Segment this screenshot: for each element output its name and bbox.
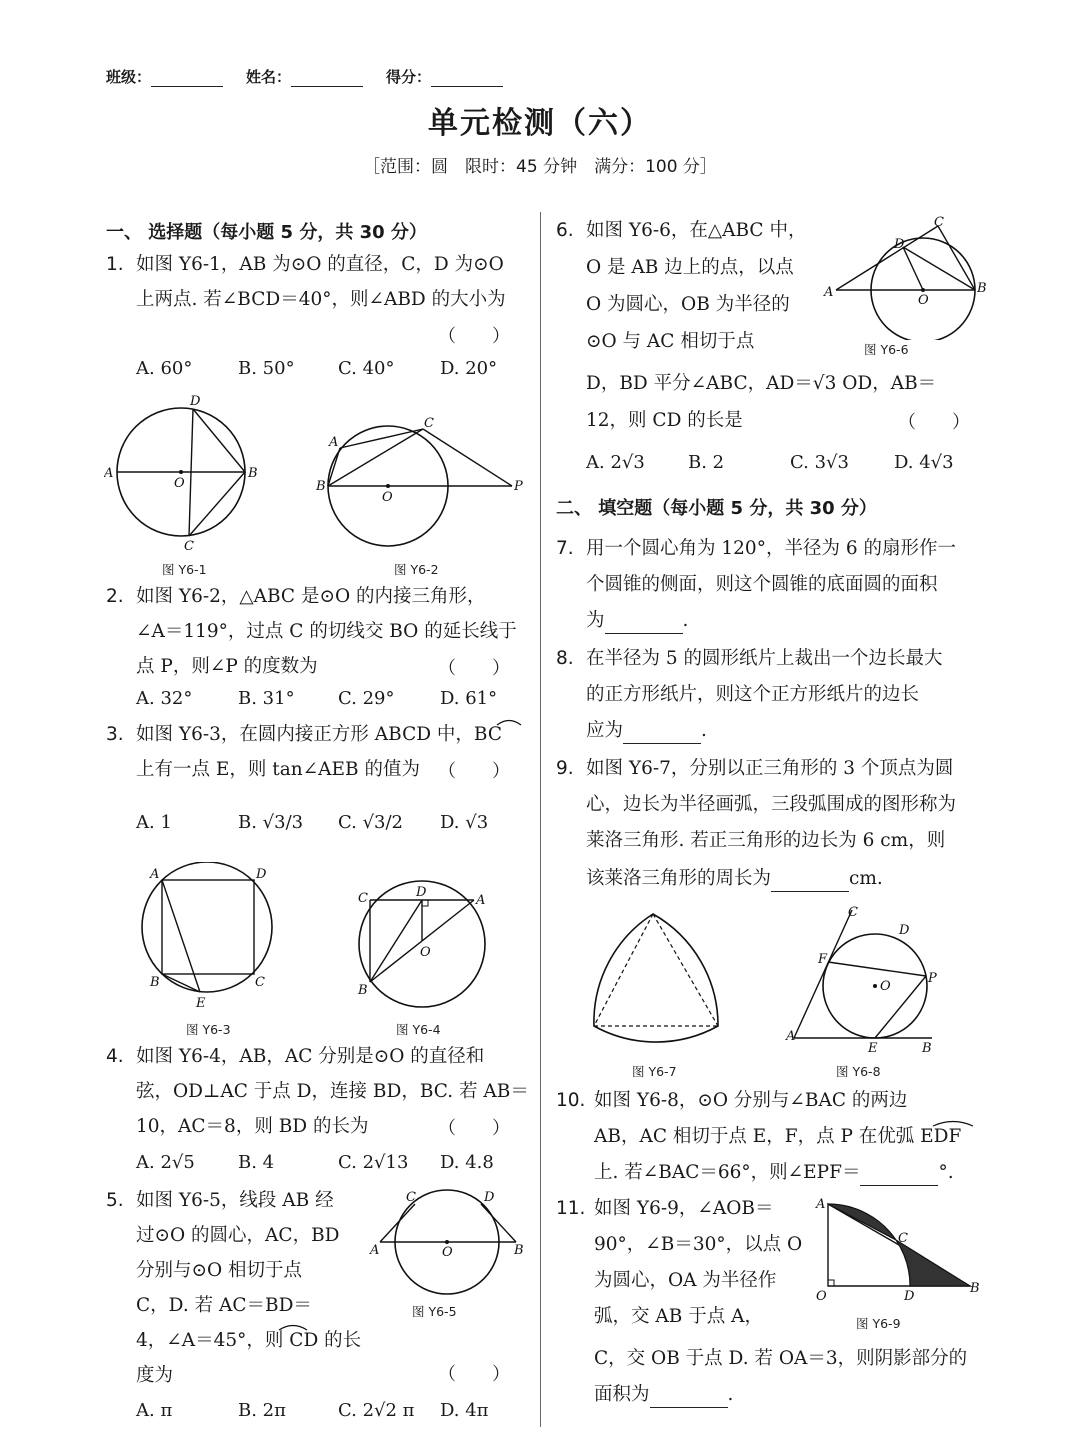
q3-option-a: A. 1: [136, 812, 172, 833]
fig4-caption: 图 Y6-4: [396, 1022, 441, 1037]
q4-line2: 弦，OD⊥AC 于点 D，连接 BD，BC. 若 AB＝: [136, 1081, 529, 1102]
q11-line6-text: 面积为: [594, 1384, 650, 1405]
svg-text:B: B: [922, 1041, 932, 1055]
q9-line4: [586, 866, 883, 892]
q2-line1: 如图 Y6-2，△ABC 是⊙O 的内接三角形，: [136, 586, 486, 607]
fig1-caption: 图 Y6-1: [162, 562, 207, 577]
q5-line1: 如图 Y6-5，线段 AB 经: [136, 1190, 334, 1211]
fig5-caption: 图 Y6-5: [412, 1304, 457, 1319]
q2-line3: 点 P，则∠P 的度数为: [136, 656, 318, 677]
score-blank[interactable]: [431, 68, 503, 87]
figure-y6-9: [812, 1192, 984, 1304]
fig8-caption: 图 Y6-8: [836, 1064, 881, 1079]
svg-text:A: A: [370, 1243, 380, 1258]
svg-text:O: O: [880, 979, 891, 994]
class-label: 班级：: [106, 68, 152, 86]
q6-line1: 如图 Y6-6，在△ABC 中，: [586, 220, 807, 241]
svg-text:D: D: [416, 885, 427, 900]
q4-option-b: B. 4: [238, 1152, 275, 1173]
q6-line6: 12，则 CD 的长是: [586, 410, 743, 431]
q2-option-a: A. 32°: [136, 688, 193, 709]
q11-line4: 弧，交 AB 于点 A，: [594, 1306, 763, 1327]
svg-text:C: C: [424, 416, 434, 431]
q10-answer-blank[interactable]: [860, 1165, 938, 1186]
svg-text:C: C: [358, 891, 368, 906]
q6-line5: D，BD 平分∠ABC，AD＝√3 OD，AB＝: [586, 373, 937, 394]
q5-line4: C，D. 若 AC＝BD＝: [136, 1295, 312, 1316]
section1-heading: 一、 选择题（每小题 5 分，共 30 分）: [106, 222, 427, 243]
q5-answer-paren[interactable]: （ ）: [438, 1364, 510, 1385]
q10-line2: AB，AC 相切于点 E，F，点 P 在优弧 EDF: [594, 1126, 962, 1147]
q5-option-c: C. 2√2 π: [338, 1400, 415, 1421]
q4-line3: 10，AC＝8，则 BD 的长为: [136, 1116, 369, 1137]
q7-line2: 个圆锥的侧面，则这个圆锥的底面圆的面积: [586, 574, 938, 595]
arc-mark-cd: [276, 1322, 310, 1332]
q1-answer-paren[interactable]: （ ）: [438, 326, 510, 347]
svg-text:E: E: [196, 996, 206, 1011]
svg-text:D: D: [190, 394, 201, 409]
q7-line3: [586, 608, 688, 634]
arc-mark: [494, 717, 524, 727]
q6-option-c: C. 3√3: [790, 452, 849, 473]
fig7-caption: 图 Y6-7: [632, 1064, 677, 1079]
q6-answer-paren[interactable]: （ ）: [898, 412, 970, 433]
svg-text:C: C: [848, 905, 858, 920]
figure-y6-2: [310, 410, 530, 560]
svg-text:O: O: [420, 945, 431, 960]
q8-line3: [586, 718, 707, 744]
svg-text:A: A: [476, 893, 486, 908]
q1-option-c: C. 40°: [338, 358, 395, 379]
score-field: [386, 66, 503, 87]
score-label: 得分：: [386, 68, 432, 86]
q8-answer-blank[interactable]: [623, 723, 701, 744]
q5-number: 5.: [106, 1190, 124, 1211]
q10-line3-text: 上. 若∠BAC＝66°，则∠EPF＝: [594, 1162, 861, 1183]
q6-number: 6.: [556, 220, 574, 241]
svg-text:O: O: [382, 490, 393, 505]
svg-text:C: C: [184, 539, 194, 554]
q5-line2: 过⊙O 的圆心，AC，BD: [136, 1225, 340, 1246]
q11-line6: [594, 1382, 733, 1408]
svg-text:A: A: [104, 466, 114, 481]
svg-text:A: A: [150, 867, 160, 882]
page-title: 单元检测（六）: [428, 106, 652, 141]
svg-text:F: F: [818, 952, 828, 967]
q3-option-c: C. √3/2: [338, 812, 404, 833]
q4-option-d: D. 4.8: [440, 1152, 494, 1173]
figure-y6-4: [350, 878, 510, 1013]
q11-end: .: [727, 1384, 734, 1405]
fig3-caption: 图 Y6-3: [186, 1022, 231, 1037]
q11-line1: 如图 Y6-9，∠AOB＝: [594, 1198, 774, 1219]
svg-text:O: O: [174, 476, 185, 491]
q8-line3-text: 应为: [586, 720, 624, 741]
q6-line3: O 为圆心，OB 为半径的: [586, 294, 790, 315]
figure-y6-6: [818, 212, 990, 340]
q4-option-a: A. 2√5: [136, 1152, 195, 1173]
q8-number: 8.: [556, 648, 574, 669]
q2-option-c: C. 29°: [338, 688, 395, 709]
class-blank[interactable]: [151, 68, 223, 87]
svg-text:C: C: [406, 1190, 416, 1205]
name-field: [246, 66, 363, 87]
fig2-caption: 图 Y6-2: [394, 562, 439, 577]
q2-option-d: D. 61°: [440, 688, 498, 709]
q3-line2: 上有一点 E，则 tan∠AEB 的值为: [136, 759, 420, 780]
svg-text:O: O: [918, 293, 929, 308]
q9-answer-blank[interactable]: [771, 871, 849, 892]
q5-line5: 4，∠A＝45°，则 CD 的长: [136, 1330, 362, 1351]
q11-line5: C，交 OB 于点 D. 若 OA＝3，则阴影部分的: [594, 1348, 968, 1369]
q7-line1: 用一个圆心角为 120°，半径为 6 的扇形作一: [586, 538, 956, 559]
q7-answer-blank[interactable]: [605, 613, 683, 634]
svg-text:B: B: [970, 1281, 980, 1296]
svg-text:B: B: [358, 983, 368, 998]
q8-end: .: [701, 720, 707, 741]
figure-y6-5: [368, 1186, 528, 1296]
svg-text:B: B: [514, 1243, 524, 1258]
q9-line2: 心，边长为半径画弧，三段弧围成的图形称为: [586, 794, 957, 815]
q10-number: 10.: [556, 1090, 586, 1111]
fig6-caption: 图 Y6-6: [864, 342, 909, 357]
q7-number: 7.: [556, 538, 574, 559]
q11-line2: 90°，∠B＝30°，以点 O: [594, 1234, 803, 1255]
q2-number: 2.: [106, 586, 124, 607]
q2-line2: ∠A＝119°，过点 C 的切线交 BO 的延长线于: [136, 621, 517, 642]
q3-option-b: B. √3/3: [238, 812, 304, 833]
svg-text:A: A: [824, 285, 834, 300]
q10-line3: [594, 1160, 954, 1186]
q6-option-a: A. 2√3: [586, 452, 645, 473]
q2-option-b: B. 31°: [238, 688, 295, 709]
svg-text:D: D: [904, 1289, 915, 1304]
q10-end: °.: [938, 1162, 954, 1183]
column-divider: [540, 212, 541, 1427]
q4-number: 4.: [106, 1046, 124, 1067]
svg-text:A: A: [816, 1197, 826, 1212]
q5-option-a: A. π: [136, 1400, 173, 1421]
svg-text:C: C: [255, 975, 265, 990]
q5-option-d: D. 4π: [440, 1400, 489, 1421]
svg-text:E: E: [868, 1041, 878, 1055]
q9-end: cm.: [849, 868, 883, 889]
q5-line3: 分别与⊙O 相切于点: [136, 1260, 303, 1281]
q3-number: 3.: [106, 724, 124, 745]
q9-line1: 如图 Y6-7，分别以正三角形的 3 个顶点为圆: [586, 758, 954, 779]
exam-scope: ［范围：圆 限时：45 分钟 满分：100 分］: [363, 157, 717, 177]
fig9-caption: 图 Y6-9: [856, 1316, 901, 1331]
q1-option-b: B. 50°: [238, 358, 295, 379]
svg-text:P: P: [514, 479, 523, 494]
q3-line1: 如图 Y6-3，在圆内接正方形 ABCD 中，BC: [136, 724, 503, 745]
q3-option-d: D. √3: [440, 812, 489, 833]
class-field: [106, 66, 223, 87]
q11-line3: 为圆心，OA 为半径作: [594, 1270, 777, 1291]
q9-number: 9.: [556, 758, 574, 779]
q1-line1: 如图 Y6-1，AB 为⊙O 的直径，C，D 为⊙O: [136, 254, 504, 275]
figure-y6-3: [140, 862, 290, 1012]
q1-option-d: D. 20°: [440, 358, 498, 379]
svg-text:D: D: [894, 237, 905, 252]
name-blank[interactable]: [291, 68, 363, 87]
svg-text:B: B: [248, 466, 258, 481]
q2-answer-paren[interactable]: （ ）: [438, 658, 510, 679]
q10-line1: 如图 Y6-8，⊙O 分别与∠BAC 的两边: [594, 1090, 908, 1111]
q8-line2: 的正方形纸片，则这个正方形纸片的边长: [586, 684, 920, 705]
q6-line4: ⊙O 与 AC 相切于点: [586, 331, 755, 352]
q1-option-a: A. 60°: [136, 358, 193, 379]
q7-line3-text: 为: [586, 610, 605, 631]
q7-end: .: [682, 610, 689, 631]
q3-answer-paren[interactable]: （ ）: [438, 761, 510, 782]
svg-text:A: A: [329, 435, 339, 450]
q11-number: 11.: [556, 1198, 586, 1219]
svg-text:B: B: [977, 281, 987, 296]
q4-line1: 如图 Y6-4，AB，AC 分别是⊙O 的直径和: [136, 1046, 485, 1067]
svg-text:O: O: [442, 1245, 453, 1260]
arc-mark-edf: [930, 1118, 976, 1128]
q4-option-c: C. 2√13: [338, 1152, 409, 1173]
name-label: 姓名：: [246, 68, 292, 86]
q6-option-d: D. 4√3: [894, 452, 954, 473]
svg-text:D: D: [256, 867, 267, 882]
svg-text:A: A: [786, 1029, 796, 1044]
q5-line6: 度为: [136, 1365, 174, 1386]
q6-line2: O 是 AB 边上的点，以点: [586, 257, 794, 278]
svg-text:P: P: [928, 971, 937, 986]
figure-y6-7: [588, 906, 738, 1046]
svg-text:C: C: [898, 1231, 908, 1246]
svg-text:C: C: [934, 215, 944, 230]
figure-y6-1: [104, 390, 274, 555]
svg-text:B: B: [150, 975, 160, 990]
q9-line3: 莱洛三角形. 若正三角形的边长为 6 cm，则: [586, 830, 946, 851]
svg-text:D: D: [899, 923, 910, 938]
section2-heading: 二、 填空题（每小题 5 分，共 30 分）: [556, 498, 877, 519]
q4-answer-paren[interactable]: （ ）: [438, 1118, 510, 1139]
q9-line4-text: 该莱洛三角形的周长为: [586, 868, 772, 889]
svg-text:D: D: [484, 1190, 495, 1205]
svg-text:O: O: [816, 1289, 827, 1304]
q1-line2: 上两点. 若∠BCD＝40°，则∠ABD 的大小为: [136, 289, 506, 310]
svg-text:B: B: [316, 479, 326, 494]
q6-option-b: B. 2: [688, 452, 725, 473]
q5-option-b: B. 2π: [238, 1400, 286, 1421]
q8-line1: 在半径为 5 的圆形纸片上裁出一个边长最大: [586, 648, 943, 669]
q1-number: 1.: [106, 254, 124, 275]
q11-answer-blank[interactable]: [650, 1387, 728, 1408]
figure-y6-8: [780, 900, 950, 1055]
